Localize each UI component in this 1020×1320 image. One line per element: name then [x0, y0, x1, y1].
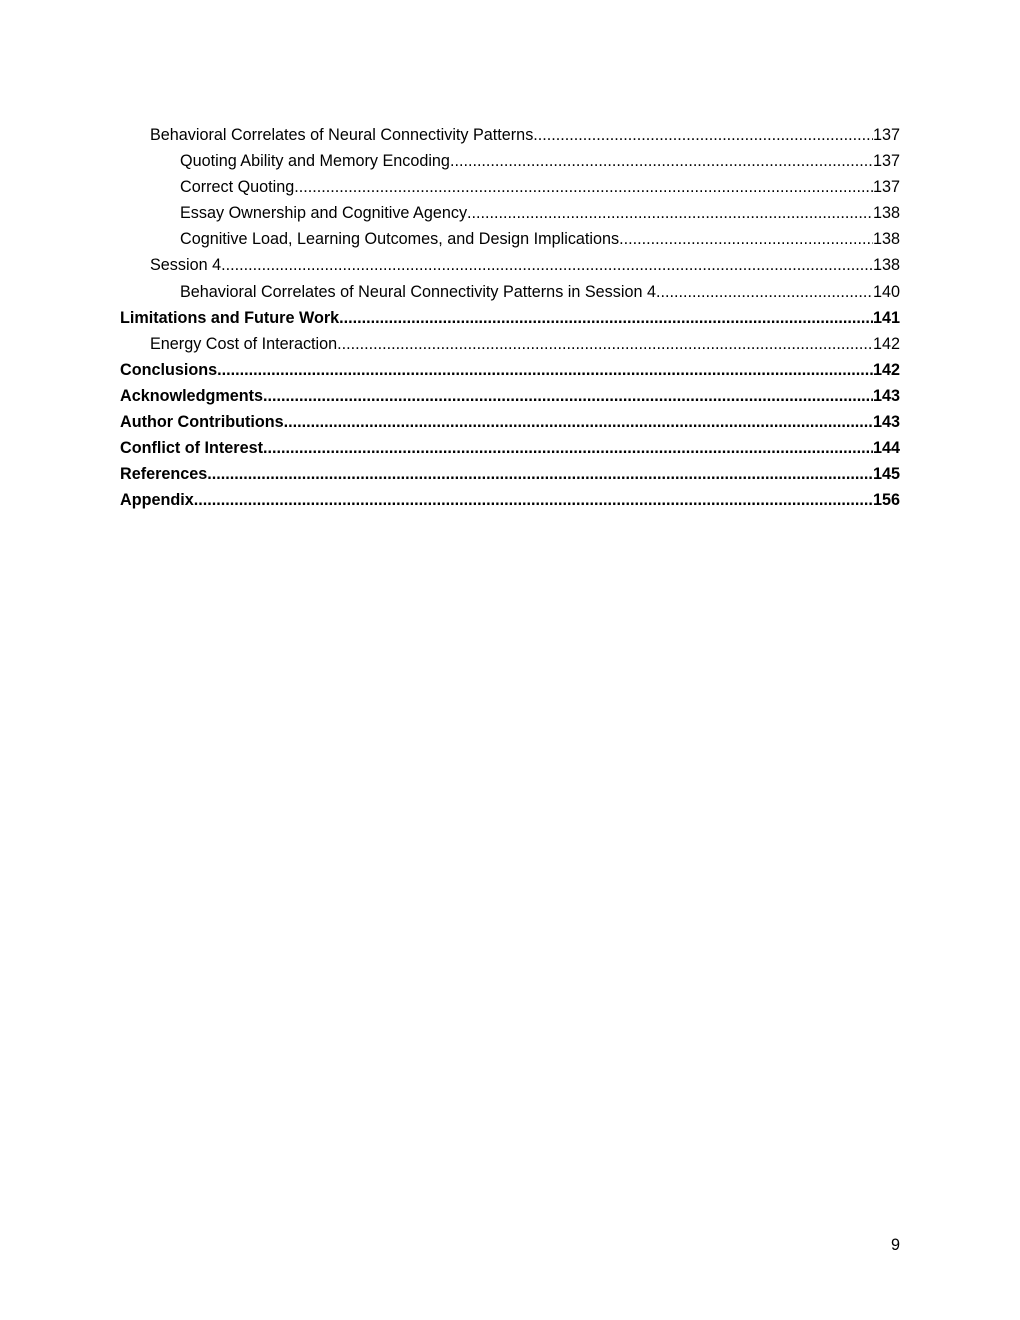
table-of-contents [120, 122, 900, 513]
toc-entry-title: Cognitive Load, Learning Outcomes, and Design Implications [180, 230, 620, 249]
toc-entry-title: Correct Quoting [180, 178, 295, 197]
toc-entry-page: 156 [872, 491, 900, 510]
dot-leader [263, 435, 873, 461]
dot-leader [467, 200, 873, 226]
dot-leader [337, 331, 873, 357]
toc-entry-page: 138 [872, 256, 900, 275]
toc-entry [120, 383, 900, 409]
toc-entry [120, 435, 900, 461]
toc-entry-title: Essay Ownership and Cognitive Agency [180, 204, 468, 223]
toc-entry-title: Acknowledgments [120, 386, 264, 405]
toc-entry-title: Author Contributions [120, 413, 284, 432]
toc-entry-page: 144 [872, 439, 900, 458]
toc-entry-page: 138 [872, 204, 900, 223]
toc-entry [120, 279, 900, 305]
dot-leader [450, 148, 873, 174]
toc-entry-title: Session 4 [150, 256, 222, 275]
toc-entry [120, 305, 900, 331]
toc-entry-page: 137 [872, 152, 900, 171]
toc-entry-page: 143 [872, 386, 900, 405]
toc-entry [120, 409, 900, 435]
toc-entry-title: Energy Cost of Interaction [150, 334, 338, 353]
dot-leader [221, 252, 873, 278]
dot-leader [263, 383, 873, 409]
toc-entry-page: 142 [872, 334, 900, 353]
toc-entry [120, 122, 900, 148]
toc-entry-title: Limitations and Future Work [120, 308, 340, 327]
toc-entry [120, 252, 900, 278]
toc-entry [120, 461, 900, 487]
toc-entry-page: 140 [872, 282, 900, 301]
toc-entry-page: 141 [872, 308, 900, 327]
page-number: 9 [890, 1236, 900, 1254]
toc-entry [120, 200, 900, 226]
toc-entry-page: 137 [872, 178, 900, 197]
toc-entry [120, 487, 900, 513]
toc-entry-title: References [120, 465, 208, 484]
toc-entry [120, 148, 900, 174]
dot-leader [533, 122, 873, 148]
toc-entry [120, 226, 900, 252]
toc-entry-title: Behavioral Correlates of Neural Connectivity Patterns [150, 126, 534, 144]
toc-entry-page: 137 [872, 126, 900, 144]
dot-leader [619, 226, 873, 252]
toc-entry-title: Conclusions [120, 360, 218, 379]
toc-entry [120, 357, 900, 383]
toc-entry-page: 143 [872, 413, 900, 432]
toc-entry-title: Quoting Ability and Memory Encoding [180, 152, 450, 171]
dot-leader [217, 357, 873, 383]
dot-leader [294, 174, 873, 200]
toc-entry [120, 174, 900, 200]
toc-entry-page: 145 [872, 465, 900, 484]
toc-entry-title: Appendix [120, 491, 194, 510]
toc-entry [120, 331, 900, 357]
toc-entry-title: Behavioral Correlates of Neural Connectivity Patterns in Session 4 [180, 282, 656, 301]
dot-leader [339, 305, 873, 331]
dot-leader [207, 461, 873, 487]
dot-leader [284, 409, 873, 435]
toc-entry-page: 138 [872, 230, 900, 249]
dot-leader [656, 279, 873, 305]
toc-entry-page: 142 [872, 360, 900, 379]
toc-entry-title: Conflict of Interest [120, 439, 263, 458]
dot-leader [194, 487, 873, 513]
